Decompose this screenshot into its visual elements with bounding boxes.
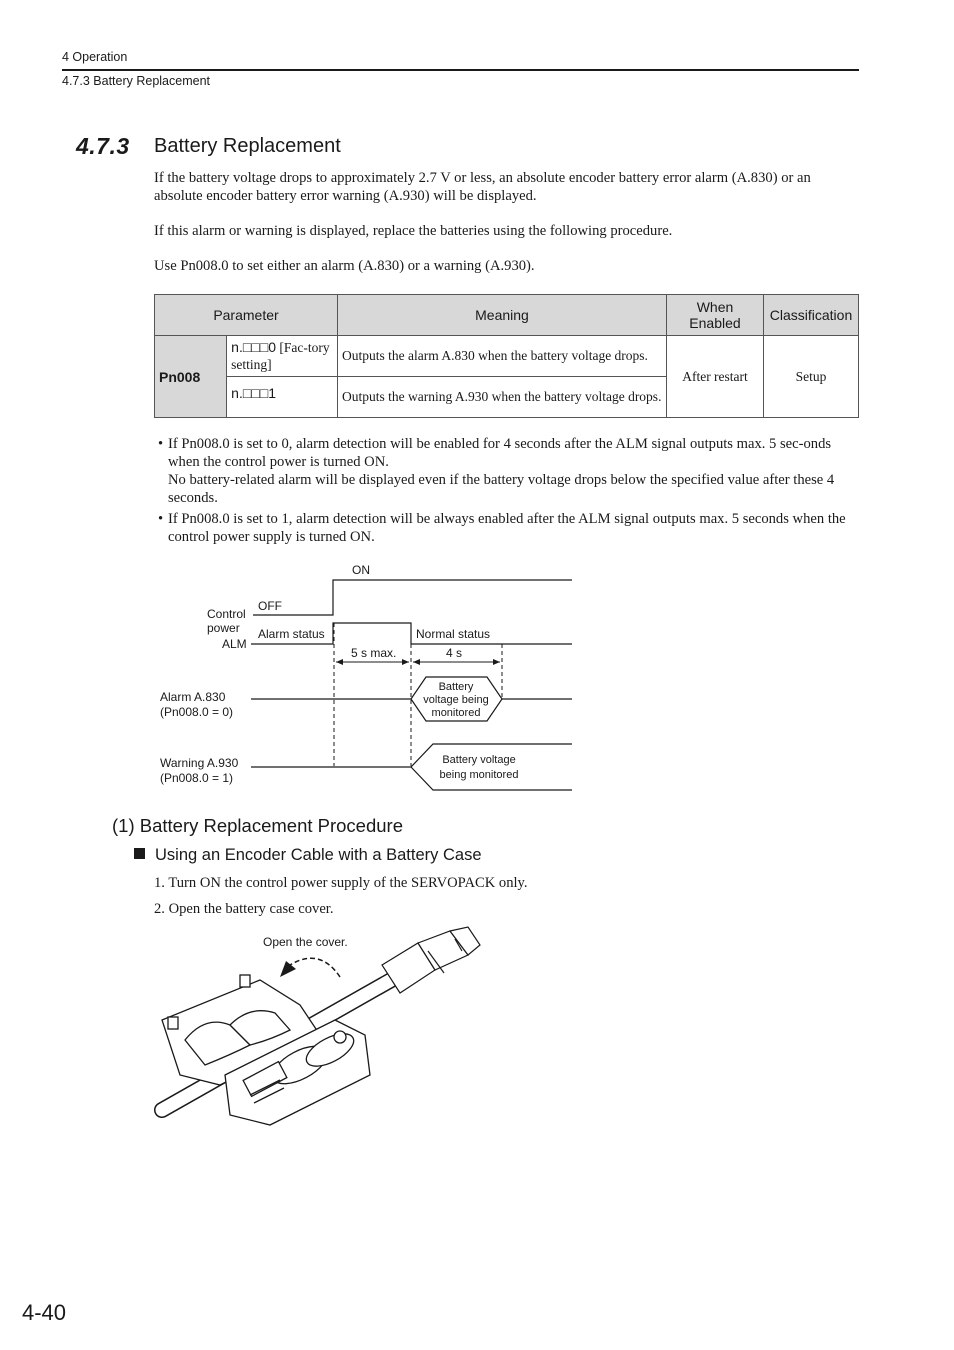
- header-when-enabled: When Enabled: [667, 295, 764, 336]
- page-number: 4-40: [22, 1300, 67, 1325]
- list-item: [158, 435, 859, 507]
- arrow-head: [413, 659, 420, 665]
- four-s-label: 4 s: [446, 646, 463, 660]
- control-power-label: Control power: [207, 607, 246, 635]
- intro-paragraph: If the battery voltage drops to approximately 2.7 V or less, an absolute encoder battery error alarm (A.830) or an absolute encoder battery error warning (A.930) will be displayed.: [154, 170, 811, 204]
- battery-case-illustration: [150, 925, 495, 1130]
- subsection-title: (1) Battery Replacement Procedure: [112, 815, 403, 836]
- open-arrow: [290, 958, 340, 977]
- running-header-chapter: 4 Operation: [62, 50, 128, 64]
- bullet-text: If Pn008.0 is set to 1, alarm detection will be always enabled after the ALM signal outputs max. 5 seconds when the control power supply is turned ON.: [168, 511, 846, 545]
- normal-status-label: Normal status: [416, 627, 491, 641]
- monitored-text-3: monitored: [431, 707, 481, 719]
- arrow-head: [336, 659, 343, 665]
- param-value: n.□□□0: [231, 339, 277, 355]
- control-power-waveform: [253, 580, 572, 615]
- header-classification: Classification: [764, 295, 859, 336]
- timing-chart: [150, 556, 580, 801]
- warning-row-label-1: Warning A.930: [160, 756, 239, 770]
- table-row: [155, 336, 859, 377]
- square-bullet-icon: [134, 848, 145, 859]
- off-label: OFF: [258, 599, 282, 613]
- subsection-subtitle: Using an Encoder Cable with a Battery Case: [155, 846, 482, 864]
- monitored-text-1: Battery: [438, 681, 474, 693]
- setting-paragraph: Use Pn008.0 to set either an alarm (A.830) or a warning (A.930).: [154, 258, 535, 274]
- meaning-cell: Outputs the alarm A.830 when the battery voltage drops.: [338, 336, 667, 377]
- list-item: [158, 510, 859, 546]
- arrow-head: [402, 659, 409, 665]
- table-header-row: [155, 295, 859, 336]
- monitored-long-1: Battery voltage: [442, 754, 516, 766]
- open-arrow-head: [280, 961, 296, 977]
- alarm-row-label-2: (Pn008.0 = 0): [160, 705, 234, 719]
- alarm-row-label-1: Alarm A.830: [160, 690, 226, 704]
- param-value: n.□□□1: [231, 385, 277, 401]
- param-value-cell: [227, 377, 338, 418]
- bullet-subtext: No battery-related alarm will be displayed even if the battery voltage drops below the specified value after these 4 seconds.: [168, 472, 835, 506]
- section-title: Battery Replacement: [154, 135, 341, 157]
- classification-cell: Setup: [764, 336, 859, 418]
- on-label: ON: [352, 563, 370, 577]
- bullet-dot: •: [158, 436, 164, 452]
- step-1: 1. Turn ON the control power supply of the SERVOPACK only.: [154, 875, 528, 891]
- connector: [382, 927, 480, 993]
- header-meaning: Meaning: [338, 295, 667, 336]
- step-2: 2. Open the battery case cover.: [154, 901, 334, 917]
- five-s-label: 5 s max.: [351, 646, 397, 660]
- alm-label: ALM: [222, 637, 247, 651]
- parameter-table: [154, 294, 859, 418]
- meaning-cell: Outputs the warning A.930 when the battery voltage drops.: [338, 377, 667, 418]
- param-value-note: [Fac-tory setting]: [231, 340, 330, 372]
- monitored-text-2: voltage being: [423, 694, 489, 706]
- warning-row-label-2: (Pn008.0 = 1): [160, 771, 234, 785]
- bullet-text: If Pn008.0 is set to 0, alarm detection will be enabled for 4 seconds after the ALM signal outputs max. 5 sec-onds when the control power is turned ON.: [168, 436, 832, 470]
- subsection-subtitle-wrap: [134, 846, 482, 865]
- open-cover-callout: Open the cover.: [263, 935, 348, 949]
- header-parameter: Parameter: [155, 295, 338, 336]
- alarm-status-label: Alarm status: [258, 627, 325, 641]
- procedure-paragraph: If this alarm or warning is displayed, replace the batteries using the following procedure.: [154, 223, 673, 239]
- param-value-cell: [227, 336, 338, 377]
- when-enabled-cell: After restart: [667, 336, 764, 418]
- bullet-dot: •: [158, 511, 164, 527]
- bullet-list: [158, 435, 859, 549]
- header-rule: [62, 69, 859, 71]
- running-header-section: 4.7.3 Battery Replacement: [62, 74, 210, 88]
- section-number: 4.7.3: [76, 133, 130, 159]
- monitored-long-2: being monitored: [439, 769, 519, 781]
- param-name-cell: Pn008: [155, 336, 227, 418]
- arrow-head: [493, 659, 500, 665]
